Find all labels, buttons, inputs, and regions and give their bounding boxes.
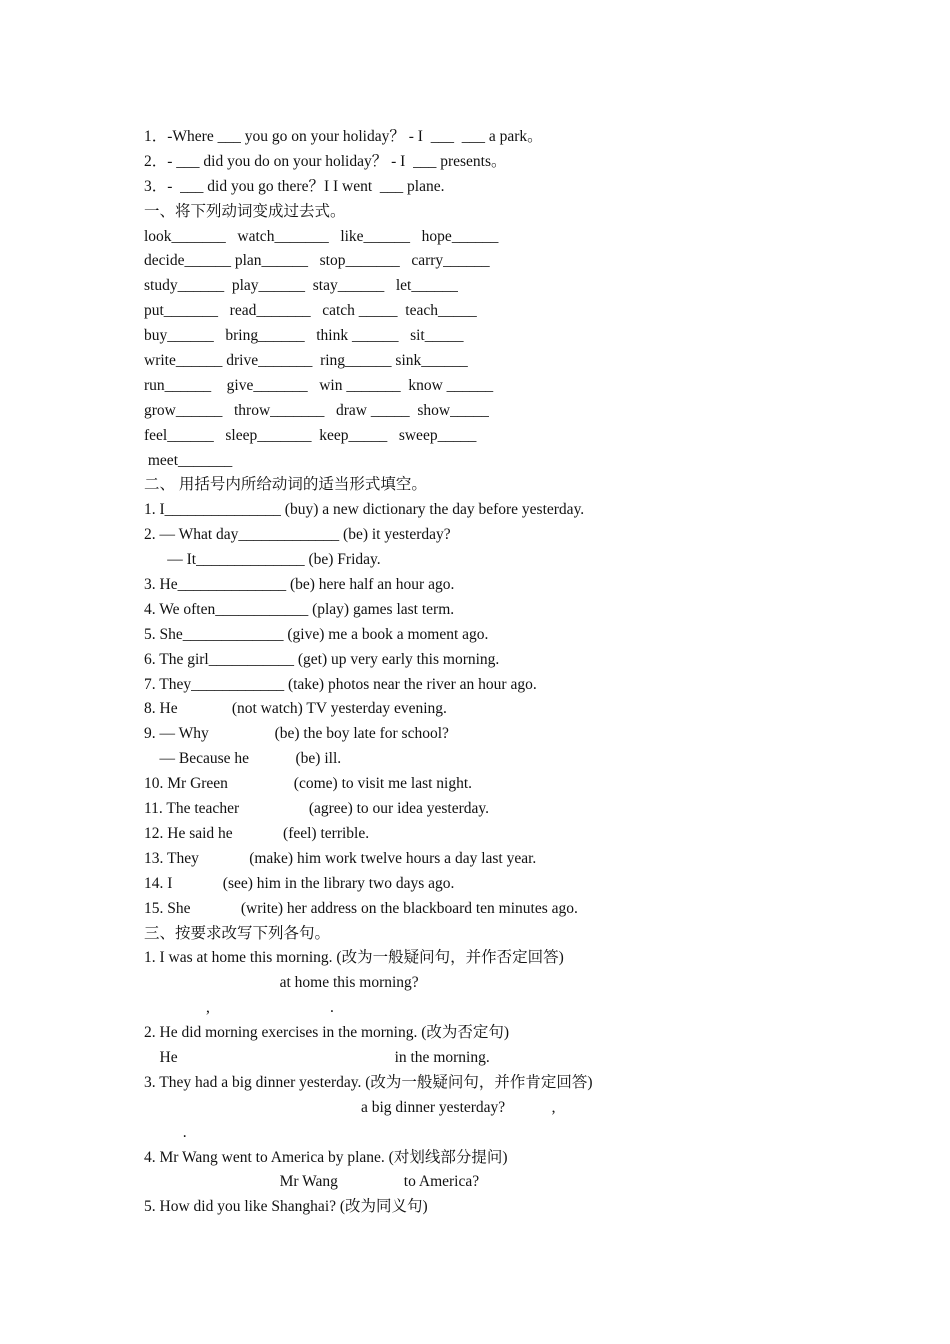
worksheet-line: 12. He said he (feel) terrible. — [144, 824, 370, 842]
worksheet-line: 1. I_______________ (buy) a new dictionary the day before yesterday. — [144, 501, 585, 519]
worksheet-line: 2. He did morning exercises in the morning. (改为否定句) — [144, 1024, 510, 1042]
worksheet-line: 4. We often____________ (play) games last term. — [144, 600, 455, 618]
worksheet-line: 3. He______________ (be) here half an hour ago. — [144, 576, 455, 594]
worksheet-line: , . — [144, 999, 334, 1017]
worksheet-line: 三、按要求改写下列各句。 — [144, 924, 331, 942]
worksheet-line: 3. They had a big dinner yesterday. (改为一般疑问句，并作肯定回答) — [144, 1073, 593, 1091]
worksheet-line: 10. Mr Green (come) to visit me last night. — [144, 775, 473, 793]
worksheet-line: 3．- ___ did you go there？I I went ___ plane. — [144, 177, 445, 195]
worksheet-line: — It______________ (be) Friday. — [144, 551, 381, 569]
worksheet-line: 一、将下列动词变成过去式。 — [144, 202, 346, 220]
worksheet-line: 9. — Why (be) the boy late for school? — [144, 725, 449, 743]
worksheet-line: 5. How did you like Shanghai? (改为同义句) — [144, 1198, 428, 1216]
worksheet-line: 1. I was at home this morning. (改为一般疑问句，并作否定回答) — [144, 949, 564, 967]
worksheet-line: write______ drive_______ ring______ sink______ — [144, 352, 468, 370]
worksheet-line: put_______ read_______ catch _____ teach_____ — [144, 302, 477, 320]
worksheet-line: . — [144, 1123, 187, 1141]
worksheet-line: 14. I (see) him in the library two days ago. — [144, 874, 455, 892]
worksheet-line: He in the morning. — [144, 1048, 490, 1066]
worksheet-line: decide______ plan______ stop_______ carry______ — [144, 252, 490, 270]
worksheet-line: 2．- ___ did you do on your holiday？ - I ___ presents。 — [144, 152, 507, 170]
worksheet-line: grow______ throw_______ draw _____ show_____ — [144, 401, 489, 419]
worksheet-line: 1．-Where ___ you go on your holiday？ - I ___ ___ a park。 — [144, 128, 543, 145]
worksheet-line: buy______ bring______ think ______ sit_____ — [144, 327, 464, 345]
worksheet-line: 15. She (write) her address on the blackboard ten minutes ago. — [144, 899, 578, 917]
worksheet-line: 4. Mr Wang went to America by plane. (对划线部分提问) — [144, 1148, 508, 1166]
worksheet-line: 5. She_____________ (give) me a book a moment ago. — [144, 625, 489, 643]
worksheet-line: study______ play______ stay______ let______ — [144, 277, 458, 295]
worksheet-line: 13. They (make) him work twelve hours a day last year. — [144, 849, 537, 867]
worksheet-line: feel______ sleep_______ keep_____ sweep_____ — [144, 426, 477, 444]
worksheet-line: 2. — What day_____________ (be) it yesterday? — [144, 526, 451, 544]
worksheet-line: at home this morning? — [144, 974, 419, 992]
worksheet-line: Mr Wang to America? — [144, 1173, 480, 1191]
worksheet-line: 二、 用括号内所给动词的适当形式填空。 — [144, 476, 427, 494]
worksheet-line: — Because he (be) ill. — [144, 750, 342, 768]
worksheet-line: meet_______ — [144, 451, 233, 469]
worksheet-line: a big dinner yesterday? , — [144, 1098, 556, 1116]
worksheet-line: 6. The girl___________ (get) up very early this morning. — [144, 650, 500, 668]
worksheet-line: 8. He (not watch) TV yesterday evening. — [144, 700, 447, 718]
worksheet — [144, 125, 864, 1220]
worksheet-line: run______ give_______ win _______ know ______ — [144, 376, 494, 394]
worksheet-line: look_______ watch_______ like______ hope______ — [144, 227, 499, 245]
worksheet-line: 11. The teacher (agree) to our idea yesterday. — [144, 800, 490, 818]
worksheet-line: 7. They____________ (take) photos near the river an hour ago. — [144, 675, 537, 693]
